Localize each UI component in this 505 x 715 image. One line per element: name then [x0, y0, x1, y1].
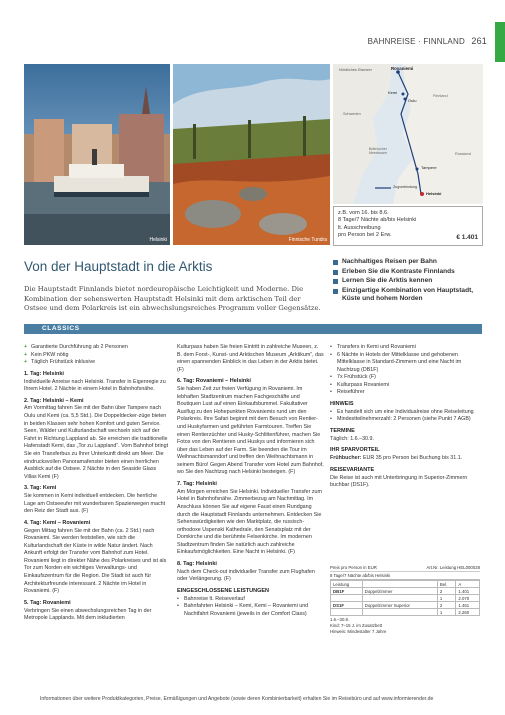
hinweis-item: • Mindestteilnehmerzahl: 2 Personen (siehe Punkt 7 AGB)	[330, 416, 482, 424]
photo-caption: Finnische Tundra	[288, 237, 327, 243]
included-heading: EINGESCHLOSSENE LEISTUNGEN	[177, 588, 269, 594]
hinweis-list	[330, 409, 482, 424]
classics-label: CLASSICS	[42, 325, 80, 332]
page-footer: Informationen über weitere Produktkategorien, Preise, Ermäßigungen und Angebote (sowie deren Kombinierbarkeit) erhalten Sie im Reisebüro und auf www.informierender.de	[40, 696, 434, 702]
day-heading: 2. Tag: Helsinki – Kemi	[24, 397, 84, 404]
page-number: 261	[471, 36, 487, 46]
price-table-header	[330, 565, 480, 572]
price-table-basis: Preis pro Person in EUR	[330, 565, 377, 570]
table-cell: Doppelzimmer Superior	[362, 602, 437, 609]
day-text: Sie kommen in Kemi individuell entdecken. Die herrliche Lage am Ostseeufer mit wunderbaren Spazierwegen macht den Reiz der Stadt aus. (F)	[24, 493, 166, 515]
day-text: Am Morgen erreichen Sie Helsinki. Individueller Transfer zum Hotel in Bahnhofsnähe. Zimmerbezug am Nachmittag. Im Anschluss können Sie auf eigene Faust einen Rundgang durch die Hauptstadt Finnlands unternehmen. Entdecken Sie Sehenswürdigkeiten wie den Marktplatz, die russisch-orthodoxe Uspenski Kathedrale, den Senatsplatz mit der Domkirche und die berühmte Felsenkirche. Im modernen Stadtzentrum finden Sie natürlich auch zahlreiche Einkaufsmöglichkeiten. Eine Nacht in Helsinki. (F)	[177, 488, 322, 556]
guarantee-item: + Garantierte Durchführung ab 2 Personen	[24, 344, 170, 352]
table-cell: DB1F	[331, 588, 363, 595]
offer-duration: 8 Tage/7 Nächte ab/bis Helsinki	[338, 217, 417, 224]
map-legend-label: Zugverbindung	[393, 185, 417, 189]
classics-banner	[24, 324, 482, 334]
highlight-item: Lernen Sie die Arktis kennen	[333, 277, 493, 286]
table-cell: Leistung	[331, 581, 363, 588]
table-row	[331, 595, 480, 602]
sparvorteil-value: EUR 35 pro Person bei Buchung bis 31.1.	[362, 455, 463, 462]
table-cell: 2	[437, 602, 456, 609]
map-label-helsinki: Helsinki	[426, 191, 442, 196]
variant-text: Die Reise ist auch mit Unterbringung in Superior-Zimmern buchbar (DS1F).	[330, 474, 468, 489]
highlight-item: Einzigartige Kombination von Hauptstadt, Küste und hohem Norden	[333, 287, 493, 304]
info-column-3	[330, 344, 482, 490]
table-cell: 1	[437, 595, 456, 602]
map-label-sea: Nördliches Eismeer	[339, 68, 372, 72]
price-table	[330, 565, 480, 634]
price-table-hint: Hinweis: Mindestalter 7 Jahre	[330, 628, 387, 634]
table-cell	[362, 581, 437, 588]
section-tab	[495, 22, 505, 62]
page-header	[368, 36, 487, 46]
included-item: • Reiseführer	[330, 389, 482, 397]
included-list-cont	[330, 344, 482, 397]
map-label-gulf: Bottnischer Meerbusen	[369, 147, 387, 155]
guarantee-list	[24, 344, 170, 367]
itinerary-column-1	[24, 344, 170, 623]
variant-heading: REISEVARIANTE	[330, 466, 375, 473]
termine-heading: TERMINE	[330, 428, 355, 434]
map-label-finland: Finnland	[433, 94, 448, 98]
offer-box	[333, 206, 483, 246]
day-heading: 5. Tag: Rovaniemi	[24, 599, 71, 606]
table-cell: 2.260	[456, 609, 480, 616]
map-label-rovaniemi: Rovaniemi	[391, 66, 414, 71]
table-cell	[331, 609, 363, 616]
day-text: Verbringen Sie einen abwechslungsreichen Tag in der Metropole Lapplands. Mit dem inkludierten	[24, 607, 152, 622]
offer-basis: pro Person bei 2 Erw.	[338, 231, 392, 238]
day-heading: 1. Tag: Helsinki	[24, 370, 64, 377]
map-label-russia: Russland	[455, 152, 471, 156]
day-text: Individuelle Anreise nach Helsinki. Transfer in Eigenregie zu Ihrem Hotel. 2 Nächte in einem Hotel in Bahnhofsnähe.	[24, 378, 166, 393]
day-heading: 6. Tag: Rovaniemi – Helsinki	[177, 378, 251, 385]
day-heading: 7. Tag: Helsinki	[177, 481, 217, 488]
photo-helsinki	[24, 64, 170, 245]
map-label-oulu: Oulu	[408, 98, 417, 103]
included-item: • Bahnfahrten Helsinki – Kemi, Kemi – Rovaniemi und Nachtfahrt Rovaniemi (jeweils in der Comfort Class)	[177, 603, 324, 618]
intro-text: Die Hauptstadt Finnlands bietet nordeuropäische Leichtigkeit und Moderne. Die Kombination der sehenswerten Hauptstadt Helsinki mit dem arktischen Teil der Ostsee und dem Polarkreis ist ein abwechslungsreiches Programm voller Gegensätze.	[24, 285, 321, 313]
day-text: Sie haben Zeit zur freien Verfügung in Rovaniemi. Im lebhaften Stadtzentrum machen Fachgeschäfte und Boutiquen Lust auf einen Einkaufsbummel. Fakultativer Ausflug zu den Hohepunkten Rovaniemis rund um den Polarkreis. Ihre Safari beginnt mit dem Besuch von Rentier- und Huskyfarmen und geführten Farmtouren. Treffen Sie einen Rentierzüchter und Husky-Schlittenführer, machen Sie Fotos von den Rentieren und Huskys und informieren sich über das Leben auf der Farm. Sie beenden die Tour im Weihnachtsmanndorf und treffen den Weihnachtsmann in seinem Büro! Gegen Abend Transfer vom Hotel zum Bahnhof, wo Sie den Nachtzug nach Helsinki besteigen. (F)	[177, 386, 324, 476]
hinweis-item: • Es handelt sich um eine Individualreise ohne Reiseleitung	[330, 409, 482, 417]
map-label-tampere: Tampere	[421, 165, 437, 170]
route-map	[333, 64, 483, 204]
price-table-grid	[330, 580, 480, 616]
map-label-sweden: Schweden	[343, 112, 361, 116]
day-heading: 8. Tag: Helsinki	[177, 561, 217, 568]
highlight-item: Nachhaltiges Reisen per Bahn	[333, 258, 493, 267]
price-table-code: Art.Nr. Leistung HEL000028	[426, 565, 480, 570]
table-cell: A	[456, 581, 480, 588]
included-list	[177, 596, 324, 619]
photo-tundra-image	[173, 64, 330, 245]
table-cell: Bel.	[437, 581, 456, 588]
page-title: Von der Hauptstadt in die Arktis	[24, 259, 213, 274]
map-label-kemi: Kemi	[388, 90, 398, 95]
guarantee-item: + Kein PKW nötig	[24, 352, 170, 360]
itinerary-column-2	[177, 344, 324, 619]
table-cell: 1	[437, 609, 456, 616]
table-cell: Doppelzimmer	[362, 588, 437, 595]
included-item: • Kulturpass Rovaniemi	[330, 382, 482, 390]
day-text: Am Vormittag fahren Sie mit der Bahn über Tampere nach Oulu und Kemi (ca. 5,5 Std.). Die Doppeldecker-züge bieten in beiden Klassen sehr hohen Komfort und guten Service. Seen, Wälder und Kulturlandschaft wechseln sich auf der Fahrt in Richtung Lappland ab. Sie erreichen die traditionelle Hafenstadt Kemi, das „Tor zu Lappland“. Vom Bahnhof bringt Sie ein Transferbus zu Ihrer Unterkunft direkt am Meer. Die eindrucksvollen Panoramafenster bieten einen herrlichen Ausblick auf die Ostsee. 2 Nächte in den Seaside Glass Villas Kemi (F)	[24, 405, 169, 480]
sparvorteil-heading: IHR SPARVORTEIL	[330, 447, 380, 454]
table-row	[331, 588, 480, 595]
included-item: • Transfers in Kemi und Rovaniemi	[330, 344, 482, 352]
day-heading: 4. Tag: Kemi – Rovaniemi	[24, 519, 91, 526]
included-item: • 7x Frühstück (F)	[330, 374, 482, 382]
photo-tundra	[173, 64, 330, 245]
photo-helsinki-image	[24, 64, 170, 245]
table-cell: DS1F	[331, 602, 363, 609]
table-cell: 2.070	[456, 595, 480, 602]
day-text: Kulturpass haben Sie freien Eintritt in zahlreiche Museen, z. B. dem Forst-, Kunst- und Arktischen Museum „Arktikum“, das einen spannenden Einblick in das Leben in der Arktis bietet. (F)	[177, 344, 324, 373]
day-text: Nach dem Check-out individueller Transfer zum Flughafen oder Verlängerung. (F)	[177, 568, 315, 583]
offer-terms: lt. Ausschreibung	[338, 224, 381, 231]
highlights-list	[333, 258, 493, 305]
included-item: • 6 Nächte in Hotels der Mittelklasse und gehobenen Mittelklasse in Standard-Zimmern und eine Nacht im Nachtzug (DB1F)	[330, 352, 482, 375]
table-cell	[362, 595, 437, 602]
table-cell: 1.401	[456, 588, 480, 595]
table-cell	[331, 595, 363, 602]
table-cell	[362, 609, 437, 616]
table-cell: 1.461	[456, 602, 480, 609]
guarantee-item: + Täglich Frühstück inklusive	[24, 359, 170, 367]
hinweis-heading: HINWEIS	[330, 401, 354, 408]
included-item: • Bahnreise lt. Reiseverlauf	[177, 596, 324, 604]
table-cell: 2	[437, 588, 456, 595]
price-table-notes	[330, 617, 480, 634]
price-table-subtitle: 8 Tage/7 Nächte ab/bis Helsinki	[330, 572, 480, 580]
table-row	[331, 581, 480, 588]
termine-text: Täglich: 1.6.–30.9.	[330, 435, 374, 442]
highlight-item: Erleben Sie die Kontraste Finnlands	[333, 268, 493, 277]
table-row	[331, 602, 480, 609]
section-title: BAHNREISE · FINNLAND	[367, 37, 465, 46]
route-map-image	[333, 64, 483, 204]
sparvorteil-label: Frühbucher:	[330, 455, 362, 462]
photo-caption: Helsinki	[149, 237, 167, 243]
table-row	[331, 609, 480, 616]
sparvorteil-text	[330, 455, 482, 463]
price-table-date: 1.6.–30.9.	[330, 617, 350, 622]
day-heading: 3. Tag: Kemi	[24, 485, 57, 492]
day-text: Gegen Mittag fahren Sie mit der Bahn (ca. 2 Std.) nach Rovaniemi. Sie werden feststellen, wie sich die Kulturlandschaft der Küste in wilde Natur ändert. Nach Ankunft erfolgt der Transfer vom Bahnhof zum Hotel. Rovaniemi liegt in direkter Nähe des Polarkreises und ist als Tor zum Norden ein wichtiges Verwaltungs- und Einkaufszentrum für die Region. Die Stadt ist auch für Architekturfreunde interessant. 2 Nächte im Hotel in Rovaniemi. (F)	[24, 527, 167, 595]
price-table-child: Kind: 7–15 J. im Zusatzbett	[330, 622, 383, 628]
offer-date: z.B. vom 16. bis 8.6.	[338, 210, 389, 216]
offer-price: € 1.401	[456, 233, 478, 241]
